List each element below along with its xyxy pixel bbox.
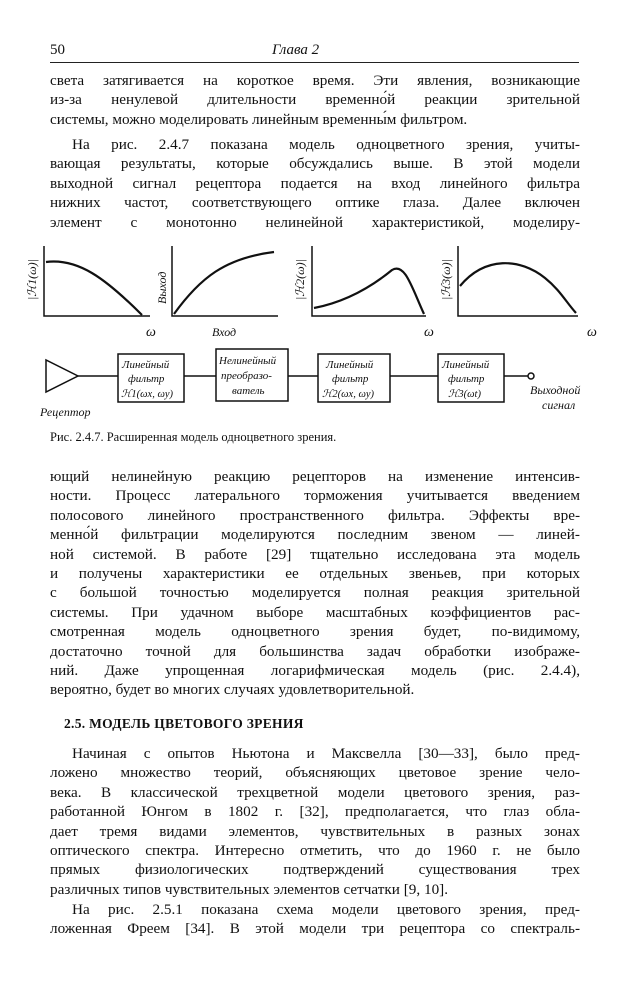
text-line: элемент с монотонно нелинейной характеристикой, моделиру-: [50, 213, 580, 231]
graph4-xlabel: ω: [587, 325, 597, 340]
paragraph-figure-intro: [50, 135, 580, 232]
receptor-label: Рецептор: [40, 405, 91, 419]
text-line: прямых физиологических подтверждений существования трех: [50, 861, 580, 879]
text-line: ложено множество теорий, объясняющих цветовое зрение чело-: [50, 764, 580, 782]
text-line: системы, можно моделировать линейным временны́м фильтром.: [50, 110, 468, 128]
text-line: ности. Процесс латерального торможения учитывается введением: [50, 487, 580, 505]
paragraph-frei-model: [50, 900, 580, 939]
paragraph-top: [50, 71, 580, 129]
output-node: [528, 373, 534, 379]
text-line: ний. Даже упрощенная логарифмическая модель (рис. 2.4.4),: [50, 662, 580, 680]
output-label-line1: Выходной: [530, 383, 581, 397]
graph3-curve: [314, 269, 424, 314]
text-line: вающая результаты, которые обсуждались выше. В этой модели: [50, 155, 580, 173]
graph2-xlabel: Вход: [212, 325, 237, 339]
text-line: из-за ненулевой длительности временно́й реакции зрительной: [50, 91, 580, 109]
chapter-title: Глава 2: [272, 42, 320, 58]
block3-line1: Линейный: [326, 359, 374, 371]
text-line: смотренная модель одноцветного зрения будет, по-видимому,: [50, 623, 580, 641]
graph1-curve: [46, 261, 142, 315]
text-line: ложенная Фреем [34]. В этой модели три рецептора со спектраль-: [50, 920, 580, 938]
page-header: [50, 40, 579, 63]
text-line: ной системой. В работе [29] тщательно исследована эта модель: [50, 545, 580, 563]
text-line: На рис. 2.4.7 показана модель одноцветного зрения, учиты-: [72, 136, 580, 153]
text-line: света затягивается на короткое время. Эти явления, возникающие: [50, 72, 580, 89]
block2-line3: ватель: [232, 385, 265, 397]
graph4-axes: [458, 246, 578, 316]
text-line: оптического спектра. Интересно отметить, что до 1960 г. не было: [50, 842, 580, 860]
receptor-triangle: [46, 360, 78, 392]
block1-line3: ℋ1(ωx, ωy): [121, 389, 174, 400]
graph3-xlabel: ω: [424, 325, 434, 340]
text-line: выходной сигнал рецептора подается на вход линейного фильтра: [50, 174, 580, 192]
text-line: нижних частот, соответствующего оптике глаза. Далее включен: [50, 194, 580, 212]
text-line: Начиная с опытов Ньютона и Максвелла [30—33], было пред-: [72, 745, 580, 762]
block3-line2: фильтр: [332, 373, 369, 385]
text-line: ющий нелинейную реакцию рецепторов на изменение интенсив-: [50, 468, 580, 485]
text-line: и получены характеристики ее отдельных звеньев, при которых: [50, 565, 580, 583]
text-line: полосового линейного пространственного фильтра. Эффекты вре-: [50, 506, 580, 524]
graph2-axes: [172, 246, 278, 316]
block2-line2: преобразо-: [221, 370, 272, 382]
text-line: дает тремя видами элементов, чувствительных в разных зонах: [50, 822, 580, 840]
text-line: с большой точностью моделируется полная реакция зрительной: [50, 584, 580, 602]
block4-line3: ℋ3(ωt): [448, 389, 481, 400]
text-line: вероятно, будет во многих случаях удовлетворительной.: [50, 681, 415, 699]
block4-line1: Линейный: [442, 359, 490, 371]
graph1-xlabel: ω: [146, 325, 156, 340]
figure-caption: Рис. 2.4.7. Расширенная модель одноцветного зрения.: [50, 430, 337, 444]
block1-line2: фильтр: [128, 373, 165, 385]
output-label-line2: сигнал: [542, 398, 576, 412]
block3-line3: ℋ2(ωx, ωy): [322, 389, 375, 400]
block4-line2: фильтр: [448, 373, 485, 385]
page-number: 50: [50, 42, 65, 58]
graph2-curve: [174, 252, 274, 314]
graph4-curve: [460, 263, 576, 313]
graph3-ylabel: |ℋ2(ω)|: [293, 259, 307, 300]
paragraph-model-description: [50, 467, 580, 700]
section-heading: 2.5. МОДЕЛЬ ЦВЕТОВОГО ЗРЕНИЯ: [64, 716, 304, 731]
text-line: различных типов чувствительных элементов сетчатки [9, 10].: [50, 880, 449, 898]
text-line: На рис. 2.5.1 показана схема модели цветового зрения, пред-: [72, 901, 580, 918]
text-line: системы. При удачном выборе масштабных коэффициентов рас-: [50, 603, 580, 621]
graph2-ylabel: Выход: [155, 271, 169, 304]
graph4-ylabel: |ℋ3(ω)|: [439, 259, 453, 300]
graph1-axes: [44, 246, 150, 316]
text-line: менно́й фильтрации моделируются последним звеном — линей-: [50, 526, 580, 544]
block1-line1: Линейный: [122, 359, 170, 371]
text-line: века. В классической трехцветной модели цветового зрения, раз-: [50, 783, 580, 801]
text-line: достаточно точной для большинства задач обработки изображе-: [50, 642, 580, 660]
graph1-ylabel: |ℋ1(ω)|: [25, 259, 39, 300]
block2-line1: Нелинейный: [219, 355, 277, 367]
figure-2-4-7: [0, 238, 641, 426]
paragraph-color-theories: [50, 744, 580, 899]
text-line: работанной Юнгом в 1802 г. [32], предполагается, что глаз обла-: [50, 803, 580, 821]
